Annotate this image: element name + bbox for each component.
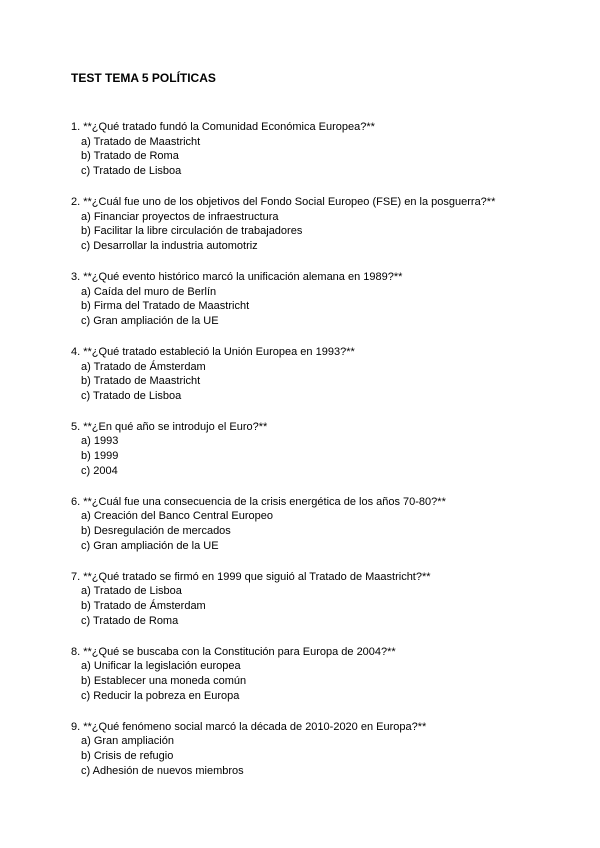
question-text: 5. **¿En qué año se introdujo el Euro?** xyxy=(71,420,268,433)
question-text: 1. **¿Qué tratado fundó la Comunidad Económica Europea?** xyxy=(71,121,375,133)
option-a: a) Caída del muro de Berlín xyxy=(81,285,217,298)
question-2 xyxy=(71,195,571,253)
question-text: 9. **¿Qué fenómeno social marcó la década de 2010-2020 en Europa?** xyxy=(71,720,427,733)
option-b: b) Crisis de refugio xyxy=(81,749,174,762)
option-a: a) Tratado de Maastricht xyxy=(81,135,201,148)
option-c: c) Reducir la pobreza en Europa xyxy=(81,689,240,702)
option-c: c) Tratado de Lisboa xyxy=(81,389,182,402)
option-a: a) 1993 xyxy=(81,435,119,448)
option-b: b) Desregulación de mercados xyxy=(81,525,231,538)
option-a: a) Financiar proyectos de infraestructura xyxy=(81,210,279,223)
question-7 xyxy=(71,570,571,628)
option-a: a) Tratado de Ámsterdam xyxy=(81,360,206,373)
question-1 xyxy=(71,120,571,178)
question-8 xyxy=(71,645,571,703)
question-3 xyxy=(71,270,571,328)
option-a: a) Creación del Banco Central Europeo xyxy=(81,510,274,523)
option-b: b) Tratado de Ámsterdam xyxy=(81,600,206,612)
option-c: c) Desarrollar la industria automotriz xyxy=(81,239,258,252)
option-a: a) Gran ampliación xyxy=(81,735,174,748)
document-title: TEST TEMA 5 POLÍTICAS xyxy=(71,71,216,85)
question-text: 3. **¿Qué evento histórico marcó la unificación alemana en 1989?** xyxy=(71,270,403,283)
question-5 xyxy=(71,420,571,478)
option-c: c) Gran ampliación de la UE xyxy=(81,539,219,552)
option-c: c) Adhesión de nuevos miembros xyxy=(81,764,244,777)
option-c: c) Gran ampliación de la UE xyxy=(81,314,219,327)
question-text: 2. **¿Cuál fue uno de los objetivos del Fondo Social Europeo (FSE) en la posguerra?** xyxy=(71,195,496,208)
question-text: 8. **¿Qué se buscaba con la Constitución para Europa de 2004?** xyxy=(71,645,396,658)
option-b: b) Facilitar la libre circulación de trabajadores xyxy=(81,225,303,238)
question-9 xyxy=(71,720,571,778)
option-b: b) Firma del Tratado de Maastricht xyxy=(81,300,250,313)
option-c: c) Tratado de Lisboa xyxy=(81,164,182,177)
option-a: a) Tratado de Lisboa xyxy=(81,585,182,598)
option-b: b) Establecer una moneda común xyxy=(81,674,247,687)
question-list xyxy=(71,120,571,795)
option-b: b) 1999 xyxy=(81,450,119,463)
question-text: 6. **¿Cuál fue una consecuencia de la crisis energética de los años 70-80?** xyxy=(71,495,446,508)
option-b: b) Tratado de Roma xyxy=(81,150,179,163)
option-b: b) Tratado de Maastricht xyxy=(81,375,201,388)
question-4 xyxy=(71,345,571,403)
question-6 xyxy=(71,495,571,553)
option-a: a) Unificar la legislación europea xyxy=(81,660,241,673)
option-c: c) Tratado de Roma xyxy=(81,614,179,627)
option-c: c) 2004 xyxy=(81,464,118,477)
question-text: 7. **¿Qué tratado se firmó en 1999 que siguió al Tratado de Maastricht?** xyxy=(71,570,431,583)
question-text: 4. **¿Qué tratado estableció la Unión Europea en 1993?** xyxy=(71,345,355,358)
